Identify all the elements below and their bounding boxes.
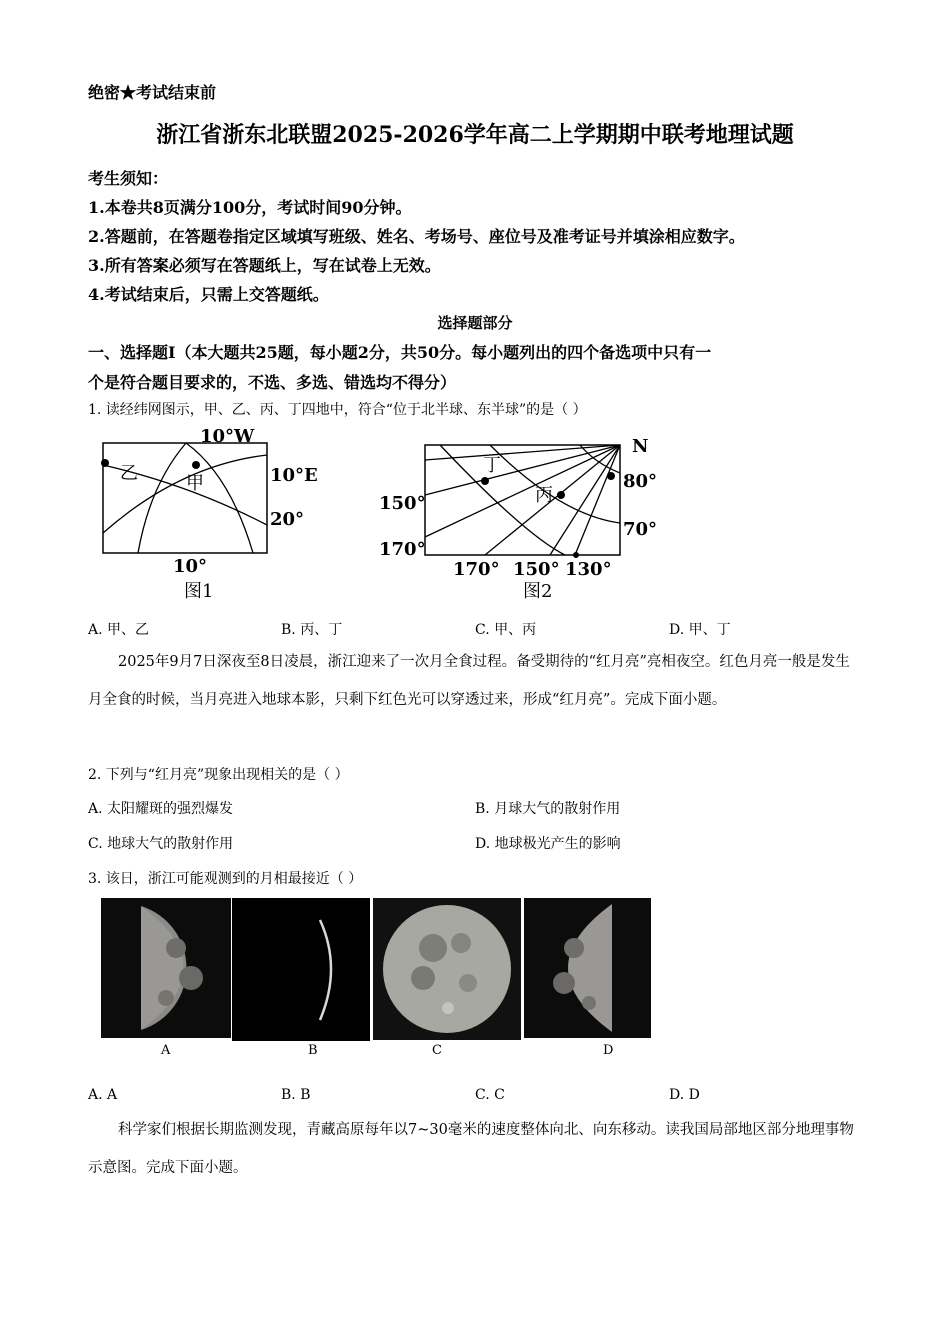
material-paragraph-2: 科学家们根据长期监测发现，青藏高原每年以7~30毫米的速度整体向北、向东移动。读我国局部地区部分地理事物示意图。完成下面小题。: [88, 1122, 854, 1176]
fig2-label-70: 70°: [623, 519, 658, 540]
q2-option-a[interactable]: A. 太阳耀斑的强烈爆发: [88, 801, 234, 817]
fig2-label-150: 150°: [379, 493, 426, 514]
q1-stem: 1. 读经纬网图示，甲、乙、丙、丁四地中，符合“位于北半球、东半球”的是（ ）: [88, 402, 587, 418]
moon-label-a: A: [161, 1043, 171, 1058]
q1-option-c[interactable]: C. 甲、丙: [475, 622, 537, 638]
q3-stem: 3. 该日，浙江可能观测到的月相最接近（ ）: [88, 871, 363, 887]
part-title: 选择题部分: [437, 314, 513, 332]
fig2-label-n: N: [632, 436, 649, 457]
material-paragraph: 2025年9月7日深夜至8日凌晨，浙江迎来了一次月全食过程。备受期待的“红月亮”亮相夜空。红色月亮一般是发生月全食的时候，当月亮进入地球本影，只剩下红色光可以穿透过来，形成“红月亮”。完成下面小题。: [88, 654, 850, 708]
q1-option-a[interactable]: A. 甲、乙: [88, 622, 150, 638]
fig1-caption: 图1: [184, 581, 214, 602]
q3-option-b[interactable]: B. B: [281, 1087, 311, 1103]
point-ding-marker: [481, 477, 489, 485]
fig2-caption: 图2: [523, 581, 553, 602]
fig1-label-bottom: 10°: [173, 556, 208, 577]
moon-label-d: D: [603, 1043, 614, 1058]
fig2-label-b150: 150°: [513, 559, 560, 580]
figure-1: [90, 425, 330, 605]
fig1-label-right1: 10°E: [270, 465, 318, 486]
moon-image-a: [101, 898, 231, 1038]
figure-2: [375, 425, 675, 605]
q3-option-d[interactable]: D. D: [669, 1087, 700, 1103]
moon-image-c: [373, 898, 521, 1040]
fig1-label-top: 10°W: [200, 426, 255, 447]
q1-option-d[interactable]: D. 甲、丁: [669, 622, 731, 638]
fig2-label-b170: 170°: [453, 559, 500, 580]
q3-option-a[interactable]: A. A: [88, 1087, 118, 1103]
fig2-label-170: 170°: [379, 539, 426, 560]
point-bing-marker: [557, 491, 565, 499]
notice-item: 3.所有答案必须写在答题纸上，写在试卷上无效。: [88, 256, 441, 275]
moon-image-d: [524, 898, 651, 1038]
fig2-label-80: 80°: [623, 471, 658, 492]
fig1-point-yi: 乙: [120, 463, 138, 484]
q1-option-b[interactable]: B. 丙、丁: [281, 622, 343, 638]
moon-label-b: B: [308, 1043, 318, 1058]
point-80-marker: [607, 472, 615, 480]
fig1-point-jia: 甲: [186, 473, 204, 494]
q2-stem: 2. 下列与“红月亮”现象出现相关的是（ ）: [88, 767, 349, 783]
page-title: 浙江省浙东北联盟2025-2026学年高二上学期期中联考地理试题: [156, 122, 794, 148]
moon-label-c: C: [432, 1043, 442, 1058]
fig1-label-right2: 20°: [270, 509, 305, 530]
secret-label: 绝密★考试结束前: [88, 83, 217, 102]
fig2-point-bing: 丙: [535, 485, 553, 506]
section-heading-cont: 个是符合题目要求的，不选、多选、错选均不得分）: [88, 373, 457, 392]
fig2-label-b130: 130°: [565, 559, 612, 580]
q2-option-c[interactable]: C. 地球大气的散射作用: [88, 836, 234, 852]
q2-option-d[interactable]: D. 地球极光产生的影响: [475, 836, 621, 852]
point-yi-marker: [101, 459, 109, 467]
notice-item: 2.答题前，在答题卷指定区域填写班级、姓名、考场号、座位号及准考证号并填涂相应数字。: [88, 227, 745, 246]
notice-item: 1.本卷共8页满分100分，考试时间90分钟。: [88, 198, 412, 217]
fig2-point-ding: 丁: [483, 455, 501, 476]
moon-image-b: [232, 898, 370, 1041]
q3-option-c[interactable]: C. C: [475, 1087, 505, 1103]
notice-heading: 考生须知：: [88, 169, 169, 188]
point-130-marker: [573, 552, 579, 558]
point-jia-marker: [192, 461, 200, 469]
section-heading: 一、选择题Ⅰ（本大题共25题，每小题2分，共50分。每小题列出的四个备选项中只有一: [88, 343, 712, 362]
q2-option-b[interactable]: B. 月球大气的散射作用: [475, 801, 621, 817]
notice-item: 4.考试结束后，只需上交答题纸。: [88, 285, 329, 304]
